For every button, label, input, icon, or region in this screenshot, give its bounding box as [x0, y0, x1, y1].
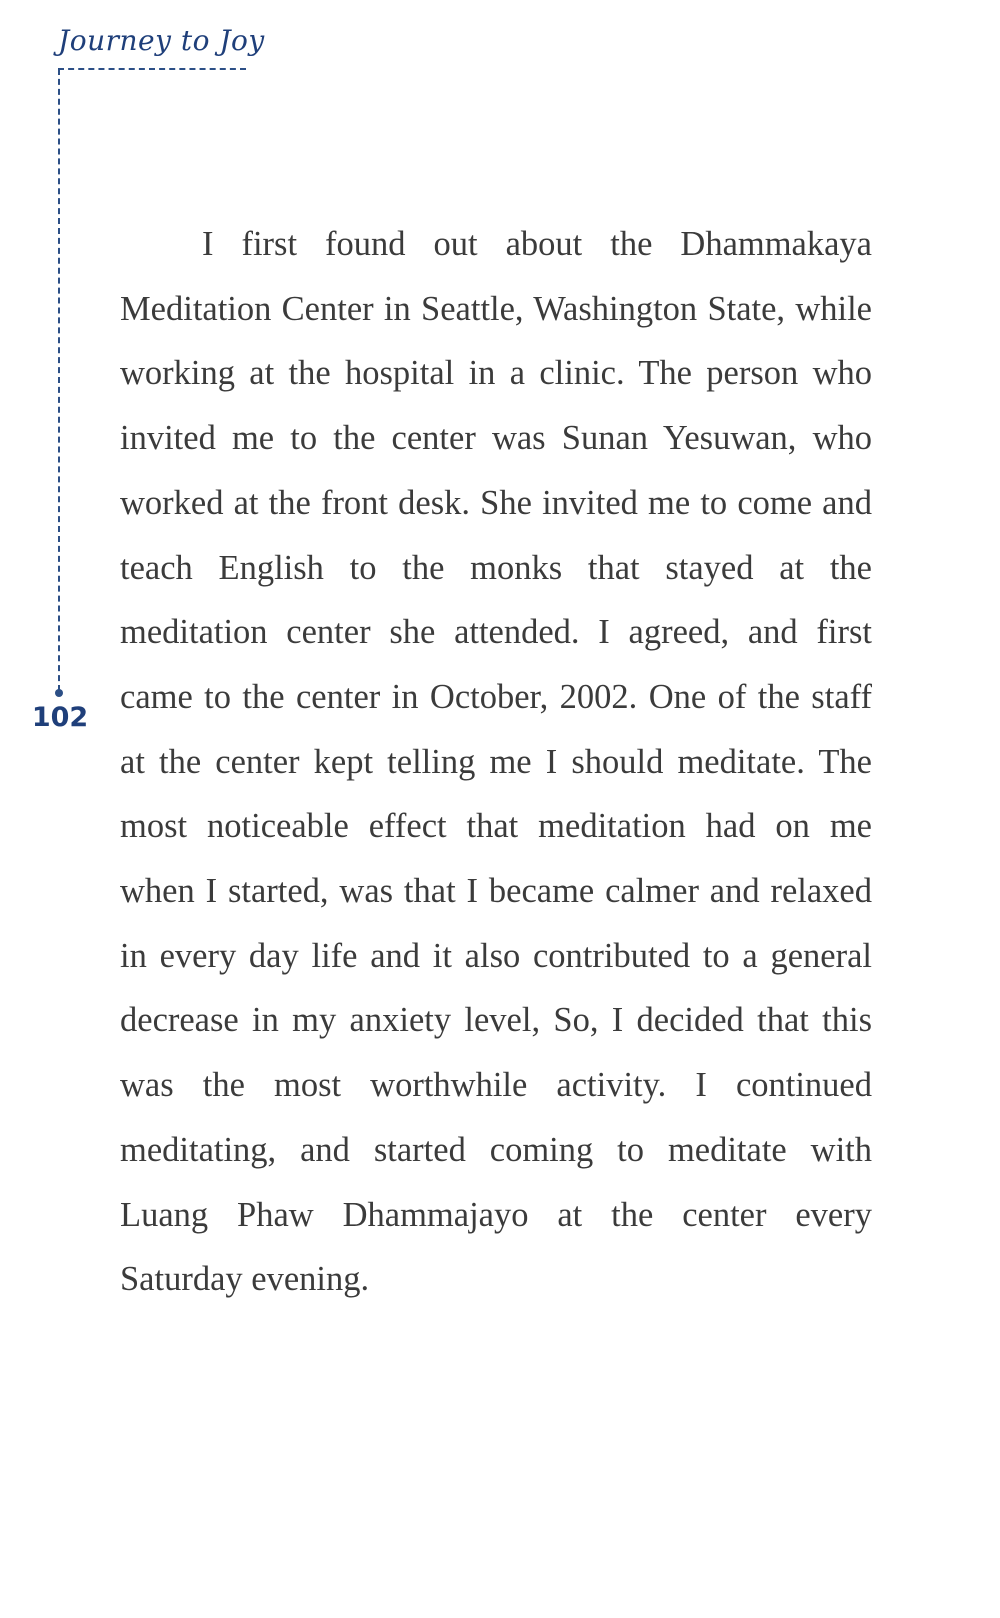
dashed-header-rule	[58, 68, 246, 70]
body-paragraph: I first found out about the Dhammakaya Meditation Center in Seattle, Washington State, while working at the hospital in a clinic. The person who invited me to the center was Sunan Yesuwan, who worked at the front desk. She invited me to come and teach English to the monks that stayed at the meditation center she attended. I agreed, and first came to the center in October, 2002. One of the staff at the center kept telling me I should meditate. The most noticeable effect that meditation had on me when I started, was that I became calmer and relaxed in every day life and it also contributed to a general decrease in my anxiety level, So, I decided that this was the most worthwhile activity. I continued meditating, and started coming to meditate with Luang Phaw Dhammajayo at the center every Saturday evening.	[120, 225, 872, 1299]
page-number: 102	[31, 702, 89, 733]
running-header-title: Journey to Joy	[58, 24, 265, 57]
margin-line-dot	[55, 689, 63, 697]
dashed-margin-line	[58, 69, 60, 691]
